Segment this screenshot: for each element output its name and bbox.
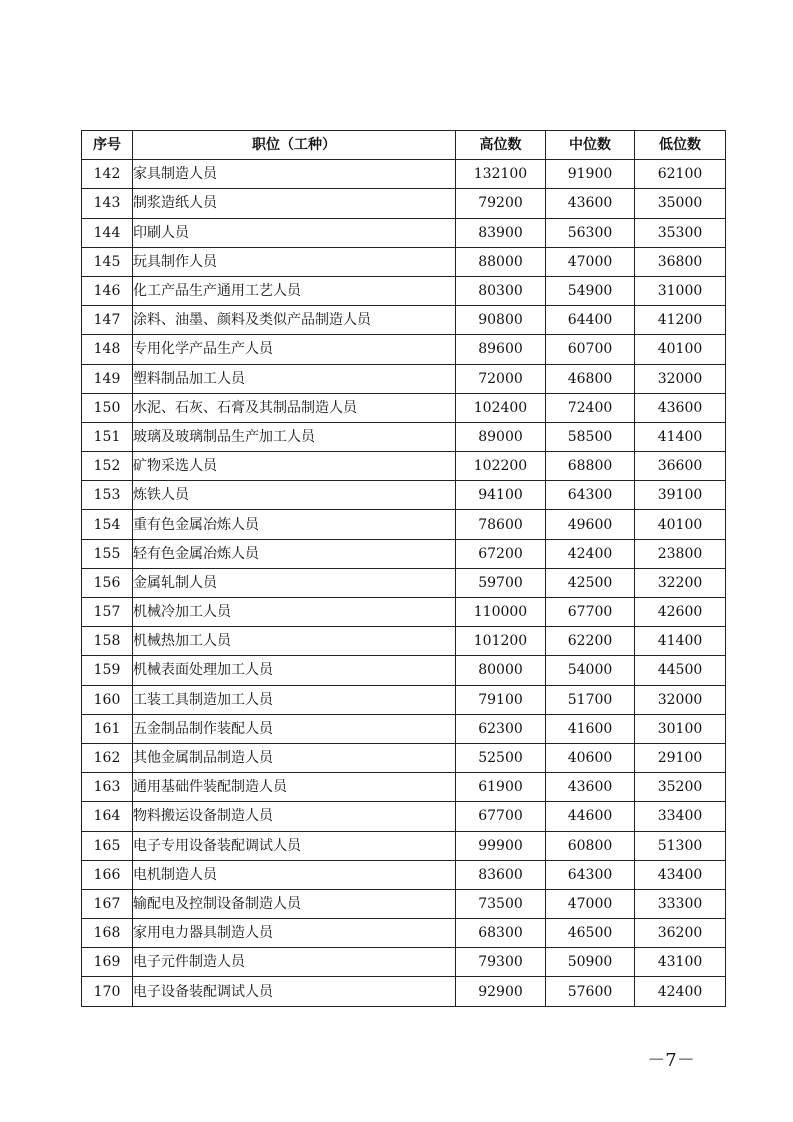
cell-position: 矿物采选人员	[133, 452, 456, 481]
cell-seq: 143	[82, 189, 133, 218]
cell-position: 化工产品生产通用工艺人员	[133, 276, 456, 305]
cell-high: 73500	[456, 889, 546, 918]
cell-low: 35200	[635, 773, 726, 802]
cell-position: 家用电力器具制造人员	[133, 919, 456, 948]
cell-low: 42400	[635, 977, 726, 1006]
header-median: 中位数	[546, 131, 635, 160]
cell-position: 物料搬运设备制造人员	[133, 802, 456, 831]
cell-high: 68300	[456, 919, 546, 948]
cell-seq: 152	[82, 452, 133, 481]
cell-seq: 168	[82, 919, 133, 948]
table-row	[82, 364, 726, 393]
cell-median: 43600	[546, 773, 635, 802]
table-row	[82, 860, 726, 889]
wage-table	[81, 130, 726, 1007]
cell-position: 制浆造纸人员	[133, 189, 456, 218]
cell-seq: 149	[82, 364, 133, 393]
cell-seq: 147	[82, 306, 133, 335]
cell-seq: 164	[82, 802, 133, 831]
cell-median: 41600	[546, 714, 635, 743]
cell-median: 54900	[546, 276, 635, 305]
cell-low: 35000	[635, 189, 726, 218]
table-row	[82, 452, 726, 481]
table-row	[82, 948, 726, 977]
cell-high: 101200	[456, 627, 546, 656]
cell-position: 塑料制品加工人员	[133, 364, 456, 393]
cell-median: 58500	[546, 422, 635, 451]
cell-low: 29100	[635, 743, 726, 772]
table-row	[82, 218, 726, 247]
cell-low: 33300	[635, 889, 726, 918]
cell-median: 44600	[546, 802, 635, 831]
cell-position: 五金制品制作装配人员	[133, 714, 456, 743]
cell-high: 90800	[456, 306, 546, 335]
table-body	[82, 160, 726, 1006]
cell-high: 102400	[456, 393, 546, 422]
cell-position: 输配电及控制设备制造人员	[133, 889, 456, 918]
cell-high: 89600	[456, 335, 546, 364]
cell-seq: 154	[82, 510, 133, 539]
cell-position: 炼铁人员	[133, 481, 456, 510]
cell-median: 91900	[546, 160, 635, 189]
cell-high: 88000	[456, 247, 546, 276]
cell-median: 40600	[546, 743, 635, 772]
cell-position: 轻有色金属冶炼人员	[133, 539, 456, 568]
cell-position: 通用基础件装配制造人员	[133, 773, 456, 802]
cell-seq: 153	[82, 481, 133, 510]
cell-low: 31000	[635, 276, 726, 305]
cell-seq: 161	[82, 714, 133, 743]
table-row	[82, 189, 726, 218]
cell-seq: 170	[82, 977, 133, 1006]
cell-median: 46500	[546, 919, 635, 948]
cell-seq: 146	[82, 276, 133, 305]
cell-low: 30100	[635, 714, 726, 743]
cell-median: 42500	[546, 568, 635, 597]
table-row	[82, 831, 726, 860]
cell-high: 83600	[456, 860, 546, 889]
table-row	[82, 977, 726, 1006]
cell-seq: 155	[82, 539, 133, 568]
cell-low: 23800	[635, 539, 726, 568]
cell-high: 79300	[456, 948, 546, 977]
cell-low: 43100	[635, 948, 726, 977]
cell-position: 专用化学产品生产人员	[133, 335, 456, 364]
cell-high: 79200	[456, 189, 546, 218]
cell-low: 35300	[635, 218, 726, 247]
cell-seq: 167	[82, 889, 133, 918]
table-row	[82, 335, 726, 364]
table-row	[82, 247, 726, 276]
table-row	[82, 539, 726, 568]
cell-high: 59700	[456, 568, 546, 597]
cell-high: 132100	[456, 160, 546, 189]
cell-high: 61900	[456, 773, 546, 802]
cell-low: 44500	[635, 656, 726, 685]
table-row	[82, 276, 726, 305]
cell-seq: 165	[82, 831, 133, 860]
cell-position: 家具制造人员	[133, 160, 456, 189]
cell-seq: 148	[82, 335, 133, 364]
table-row	[82, 656, 726, 685]
cell-median: 46800	[546, 364, 635, 393]
header-seq: 序号	[82, 131, 133, 160]
cell-seq: 166	[82, 860, 133, 889]
cell-high: 79100	[456, 685, 546, 714]
cell-position: 印刷人员	[133, 218, 456, 247]
cell-position: 电子专用设备装配调试人员	[133, 831, 456, 860]
cell-seq: 159	[82, 656, 133, 685]
cell-position: 金属轧制人员	[133, 568, 456, 597]
cell-high: 62300	[456, 714, 546, 743]
cell-seq: 151	[82, 422, 133, 451]
cell-low: 39100	[635, 481, 726, 510]
cell-position: 电机制造人员	[133, 860, 456, 889]
cell-low: 40100	[635, 510, 726, 539]
cell-high: 110000	[456, 598, 546, 627]
table-row	[82, 568, 726, 597]
cell-low: 62100	[635, 160, 726, 189]
cell-position: 机械热加工人员	[133, 627, 456, 656]
table-row	[82, 889, 726, 918]
cell-high: 80000	[456, 656, 546, 685]
cell-position: 机械冷加工人员	[133, 598, 456, 627]
cell-median: 68800	[546, 452, 635, 481]
cell-low: 32000	[635, 364, 726, 393]
cell-low: 43600	[635, 393, 726, 422]
cell-median: 62200	[546, 627, 635, 656]
cell-low: 43400	[635, 860, 726, 889]
cell-median: 47000	[546, 889, 635, 918]
cell-position: 电子设备装配调试人员	[133, 977, 456, 1006]
table-row	[82, 510, 726, 539]
cell-median: 47000	[546, 247, 635, 276]
cell-high: 67700	[456, 802, 546, 831]
table-row	[82, 393, 726, 422]
cell-median: 49600	[546, 510, 635, 539]
cell-median: 57600	[546, 977, 635, 1006]
table-row	[82, 919, 726, 948]
cell-low: 42600	[635, 598, 726, 627]
cell-seq: 150	[82, 393, 133, 422]
cell-median: 60700	[546, 335, 635, 364]
table-row	[82, 598, 726, 627]
cell-seq: 163	[82, 773, 133, 802]
header-high: 高位数	[456, 131, 546, 160]
table-row	[82, 773, 726, 802]
cell-median: 64400	[546, 306, 635, 335]
cell-seq: 144	[82, 218, 133, 247]
cell-median: 64300	[546, 481, 635, 510]
cell-low: 33400	[635, 802, 726, 831]
cell-position: 电子元件制造人员	[133, 948, 456, 977]
table-row	[82, 714, 726, 743]
header-position: 职位（工种）	[133, 131, 456, 160]
cell-median: 56300	[546, 218, 635, 247]
cell-low: 32200	[635, 568, 726, 597]
cell-median: 43600	[546, 189, 635, 218]
cell-seq: 162	[82, 743, 133, 772]
cell-low: 51300	[635, 831, 726, 860]
cell-position: 工装工具制造加工人员	[133, 685, 456, 714]
cell-position: 水泥、石灰、石膏及其制品制造人员	[133, 393, 456, 422]
table-row	[82, 481, 726, 510]
cell-position: 重有色金属冶炼人员	[133, 510, 456, 539]
cell-seq: 169	[82, 948, 133, 977]
cell-seq: 145	[82, 247, 133, 276]
table-row	[82, 743, 726, 772]
cell-high: 78600	[456, 510, 546, 539]
cell-low: 36600	[635, 452, 726, 481]
cell-high: 52500	[456, 743, 546, 772]
cell-median: 54000	[546, 656, 635, 685]
header-low: 低位数	[635, 131, 726, 160]
cell-low: 41400	[635, 627, 726, 656]
table-row	[82, 160, 726, 189]
cell-high: 80300	[456, 276, 546, 305]
cell-low: 36800	[635, 247, 726, 276]
cell-seq: 157	[82, 598, 133, 627]
cell-low: 36200	[635, 919, 726, 948]
cell-high: 99900	[456, 831, 546, 860]
table-row	[82, 422, 726, 451]
cell-position: 机械表面处理加工人员	[133, 656, 456, 685]
cell-seq: 142	[82, 160, 133, 189]
cell-seq: 156	[82, 568, 133, 597]
page-number: －7－	[647, 1050, 695, 1071]
cell-median: 64300	[546, 860, 635, 889]
header-row	[82, 131, 726, 160]
cell-median: 67700	[546, 598, 635, 627]
cell-seq: 160	[82, 685, 133, 714]
cell-high: 102200	[456, 452, 546, 481]
table-row	[82, 627, 726, 656]
cell-low: 41200	[635, 306, 726, 335]
cell-low: 41400	[635, 422, 726, 451]
cell-high: 72000	[456, 364, 546, 393]
cell-median: 50900	[546, 948, 635, 977]
cell-position: 其他金属制品制造人员	[133, 743, 456, 772]
cell-high: 83900	[456, 218, 546, 247]
cell-high: 89000	[456, 422, 546, 451]
table-row	[82, 685, 726, 714]
cell-position: 玩具制作人员	[133, 247, 456, 276]
cell-high: 67200	[456, 539, 546, 568]
cell-seq: 158	[82, 627, 133, 656]
cell-median: 60800	[546, 831, 635, 860]
cell-position: 涂料、油墨、颜料及类似产品制造人员	[133, 306, 456, 335]
cell-low: 40100	[635, 335, 726, 364]
cell-median: 42400	[546, 539, 635, 568]
table-row	[82, 802, 726, 831]
cell-low: 32000	[635, 685, 726, 714]
cell-median: 51700	[546, 685, 635, 714]
cell-position: 玻璃及玻璃制品生产加工人员	[133, 422, 456, 451]
table-row	[82, 306, 726, 335]
cell-high: 92900	[456, 977, 546, 1006]
cell-high: 94100	[456, 481, 546, 510]
cell-median: 72400	[546, 393, 635, 422]
